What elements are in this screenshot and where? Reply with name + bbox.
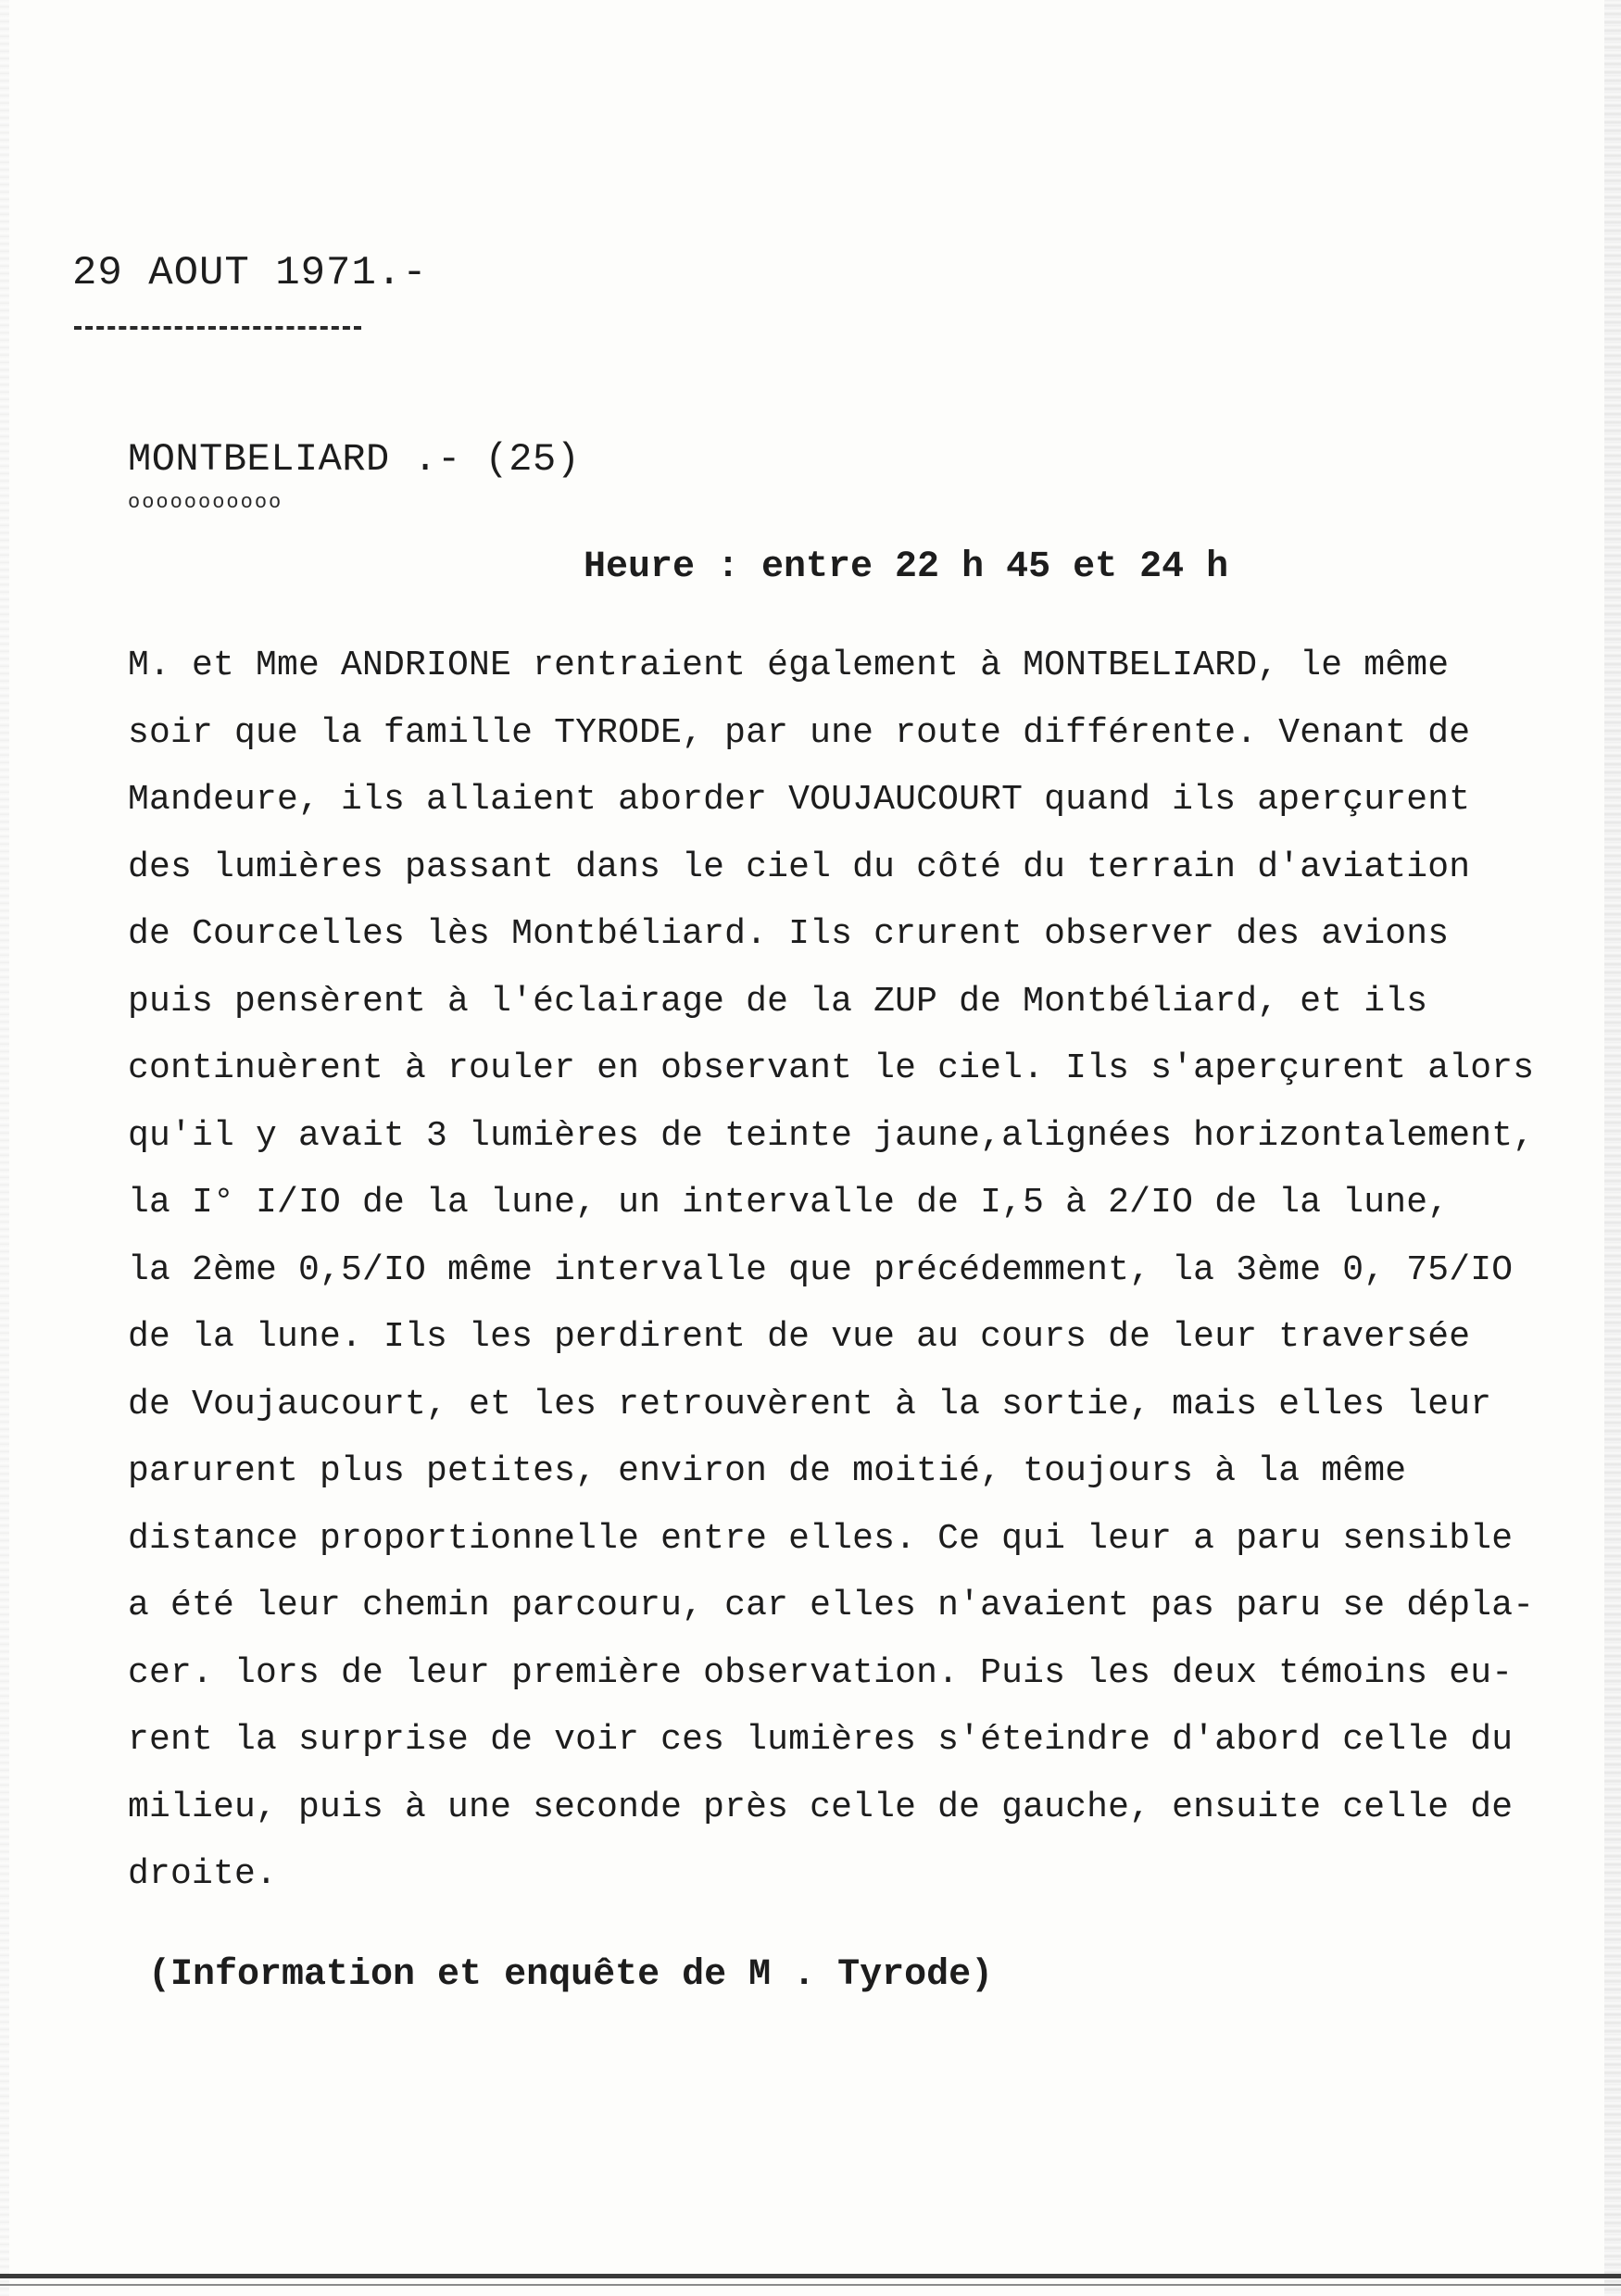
body-line: puis pensèrent à l'éclairage de la ZUP de Montbéliard, et ils	[128, 981, 1428, 1022]
body-line: milieu, puis à une seconde près celle de gauche, ensuite celle de	[128, 1787, 1514, 1827]
observation-time: Heure : entre 22 h 45 et 24 h	[584, 546, 1229, 588]
body-line: qu'il y avait 3 lumières de teinte jaune,alignées horizontalement,	[128, 1115, 1535, 1156]
body-line: de Voujaucourt, et les retrouvèrent à la sortie, mais elles leur	[128, 1384, 1492, 1424]
scan-edge-left	[0, 0, 9, 2296]
location-underline: ooooooooooo	[128, 491, 283, 514]
body-line: cer. lors de leur première observation. Puis les deux témoins eu-	[128, 1652, 1514, 1693]
body-line: parurent plus petites, environ de moitié, toujours à la même	[128, 1451, 1407, 1491]
report-location: MONTBELIARD .- (25)	[128, 437, 581, 482]
body-line: rent la surprise de voir ces lumières s'éteindre d'abord celle du	[128, 1720, 1514, 1760]
body-line: de Courcelles lès Montbéliard. Ils crurent observer des avions	[128, 914, 1450, 954]
body-line: des lumières passant dans le ciel du côté du terrain d'aviation	[128, 847, 1471, 887]
body-line: distance proportionnelle entre elles. Ce qui leur a paru sensible	[128, 1518, 1514, 1559]
bottom-border-line-thin	[0, 2284, 1621, 2286]
report-date: 29 AOUT 1971.-	[72, 250, 428, 296]
scan-edge-right	[1604, 0, 1621, 2296]
body-line: soir que la famille TYRODE, par une route différente. Venant de	[128, 712, 1471, 753]
date-underline	[74, 326, 361, 330]
body-line: la I° I/IO de la lune, un intervalle de I,5 à 2/IO de la lune,	[128, 1183, 1450, 1223]
bottom-border-line	[0, 2274, 1621, 2278]
body-line: M. et Mme ANDRIONE rentraient également à MONTBELIARD, le même	[128, 646, 1450, 685]
body-line: la 2ème 0,5/IO même intervalle que précédemment, la 3ème 0, 75/IO	[128, 1249, 1514, 1290]
body-line: continuèrent à rouler en observant le ciel. Ils s'aperçurent alors	[128, 1048, 1535, 1088]
body-line: a été leur chemin parcouru, car elles n'avaient pas paru se dépla-	[128, 1586, 1535, 1625]
source-note: (Information et enquête de M . Tyrode)	[148, 1954, 994, 1996]
body-line: de la lune. Ils les perdirent de vue au cours de leur traversée	[128, 1317, 1471, 1357]
body-line: droite.	[128, 1854, 278, 1894]
body-line: Mandeure, ils allaient aborder VOUJAUCOURT quand ils aperçurent	[128, 780, 1471, 820]
report-body	[128, 633, 1591, 1909]
